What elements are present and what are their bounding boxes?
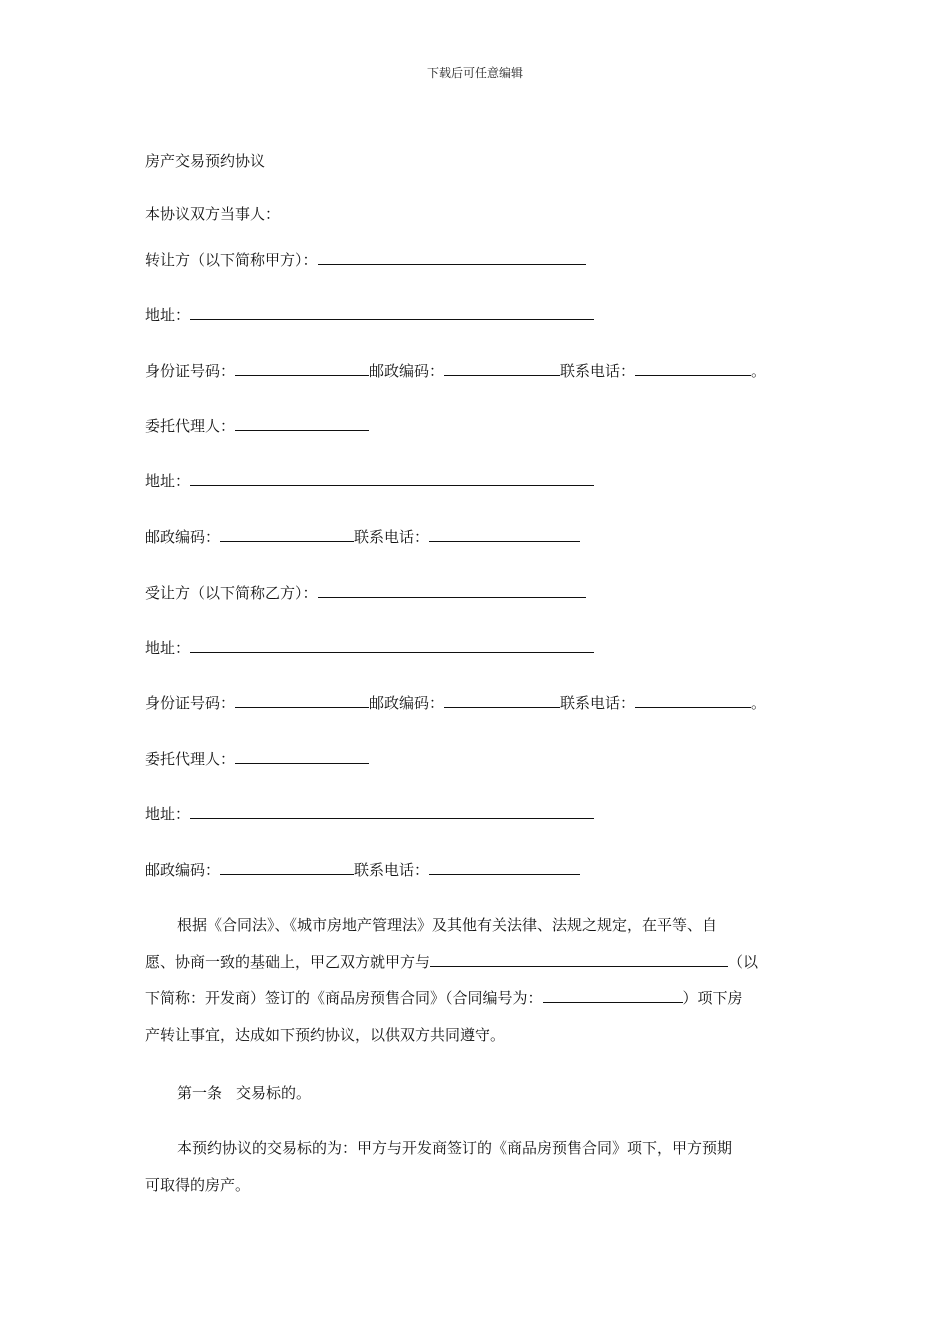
party-a-agent-contact-line (145, 527, 580, 547)
party-b-agent-line (145, 749, 369, 769)
party-b-agent-field[interactable] (235, 749, 369, 764)
party-b-phone-field[interactable] (635, 693, 751, 708)
party-b-address-label: 地址： (145, 639, 191, 657)
party-a-agent-postal-field[interactable] (220, 527, 354, 542)
party-a-agent-address-field[interactable] (190, 471, 594, 486)
party-a-agent-address-line (145, 471, 594, 491)
party-b-id-field[interactable] (235, 693, 369, 708)
party-b-address-field[interactable] (190, 638, 594, 653)
party-a-contact-line (145, 361, 766, 381)
developer-name-field[interactable] (430, 952, 728, 967)
party-b-postal-label: 邮政编码： (369, 694, 445, 712)
document-title: 房产交易预约协议 (145, 152, 266, 170)
preamble-line-3-text-a: 下简称：开发商）签订的《商品房预售合同》（合同编号为： (145, 989, 543, 1007)
article-1-title: 交易标的。 (236, 1084, 312, 1102)
preamble-line-2-text-a: 愿、协商一致的基础上，甲乙双方就甲方与 (145, 952, 431, 971)
party-a-address-field[interactable] (190, 305, 594, 320)
party-b-address-line (145, 638, 594, 658)
party-b-contact-line (145, 693, 766, 713)
party-a-agent-postal-label: 邮政编码： (145, 528, 221, 546)
article-1-paragraph (145, 1130, 809, 1203)
preamble-line-1: 根据《合同法》、《城市房地产管理法》及其他有关法律、法规之规定，在平等、自 (177, 916, 718, 934)
article-1-number: 第一条 (177, 1084, 223, 1102)
party-a-line (145, 250, 586, 270)
article-1-line-1: 本预约协议的交易标的为：甲方与开发商签订的《商品房预售合同》项下，甲方预期 (177, 1139, 733, 1157)
party-a-id-label: 身份证号码： (145, 362, 236, 380)
article-1-line-2: 可取得的房产。 (145, 1175, 251, 1194)
party-a-postal-label: 邮政编码： (369, 362, 445, 380)
party-a-agent-address-label: 地址： (145, 472, 191, 490)
party-a-agent-phone-field[interactable] (429, 527, 580, 542)
preamble-paragraph (145, 907, 809, 1053)
party-b-name-field[interactable] (318, 583, 586, 598)
party-b-phone-label: 联系电话： (560, 694, 636, 712)
party-a-agent-phone-label: 联系电话： (354, 528, 430, 546)
party-b-id-label: 身份证号码： (145, 694, 236, 712)
party-a-phone-label: 联系电话： (560, 362, 636, 380)
party-b-postal-field[interactable] (444, 693, 560, 708)
party-b-agent-postal-field[interactable] (220, 860, 354, 875)
party-a-address-label: 地址： (145, 306, 191, 324)
party-b-agent-label: 委托代理人： (145, 750, 236, 768)
party-b-agent-address-label: 地址： (145, 805, 191, 823)
party-a-end-mark: 。 (751, 362, 767, 380)
party-b-agent-postal-label: 邮政编码： (145, 861, 221, 879)
party-b-line (145, 583, 586, 603)
party-a-address-line (145, 305, 594, 325)
preamble-line-2 (145, 944, 809, 981)
party-a-name-field[interactable] (318, 250, 586, 265)
party-a-agent-field[interactable] (235, 416, 369, 431)
party-a-agent-label: 委托代理人： (145, 417, 236, 435)
party-a-id-field[interactable] (235, 361, 369, 376)
party-b-label: 受让方（以下简称乙方）： (145, 584, 318, 602)
preamble-line-3-text-b: ）项下房 (682, 989, 743, 1007)
party-b-agent-phone-field[interactable] (429, 860, 580, 875)
header-note: 下载后可任意编辑 (426, 66, 523, 80)
party-a-phone-field[interactable] (635, 361, 751, 376)
party-b-agent-address-line (145, 804, 594, 824)
article-1-heading (177, 1083, 311, 1103)
contract-number-field[interactable] (543, 988, 683, 1003)
parties-intro: 本协议双方当事人： (145, 205, 281, 223)
party-b-agent-address-field[interactable] (190, 804, 594, 819)
party-a-agent-line (145, 416, 369, 436)
preamble-line-2-text-b: （以 (728, 952, 759, 971)
preamble-line-4: 产转让事宜，达成如下预约协议，以供双方共同遵守。 (145, 1025, 506, 1044)
party-b-agent-phone-label: 联系电话： (354, 861, 430, 879)
party-a-postal-field[interactable] (444, 361, 560, 376)
party-b-agent-contact-line (145, 860, 580, 880)
party-b-end-mark: 。 (751, 694, 767, 712)
preamble-line-3 (145, 980, 809, 1017)
party-a-label: 转让方（以下简称甲方）： (145, 251, 318, 269)
